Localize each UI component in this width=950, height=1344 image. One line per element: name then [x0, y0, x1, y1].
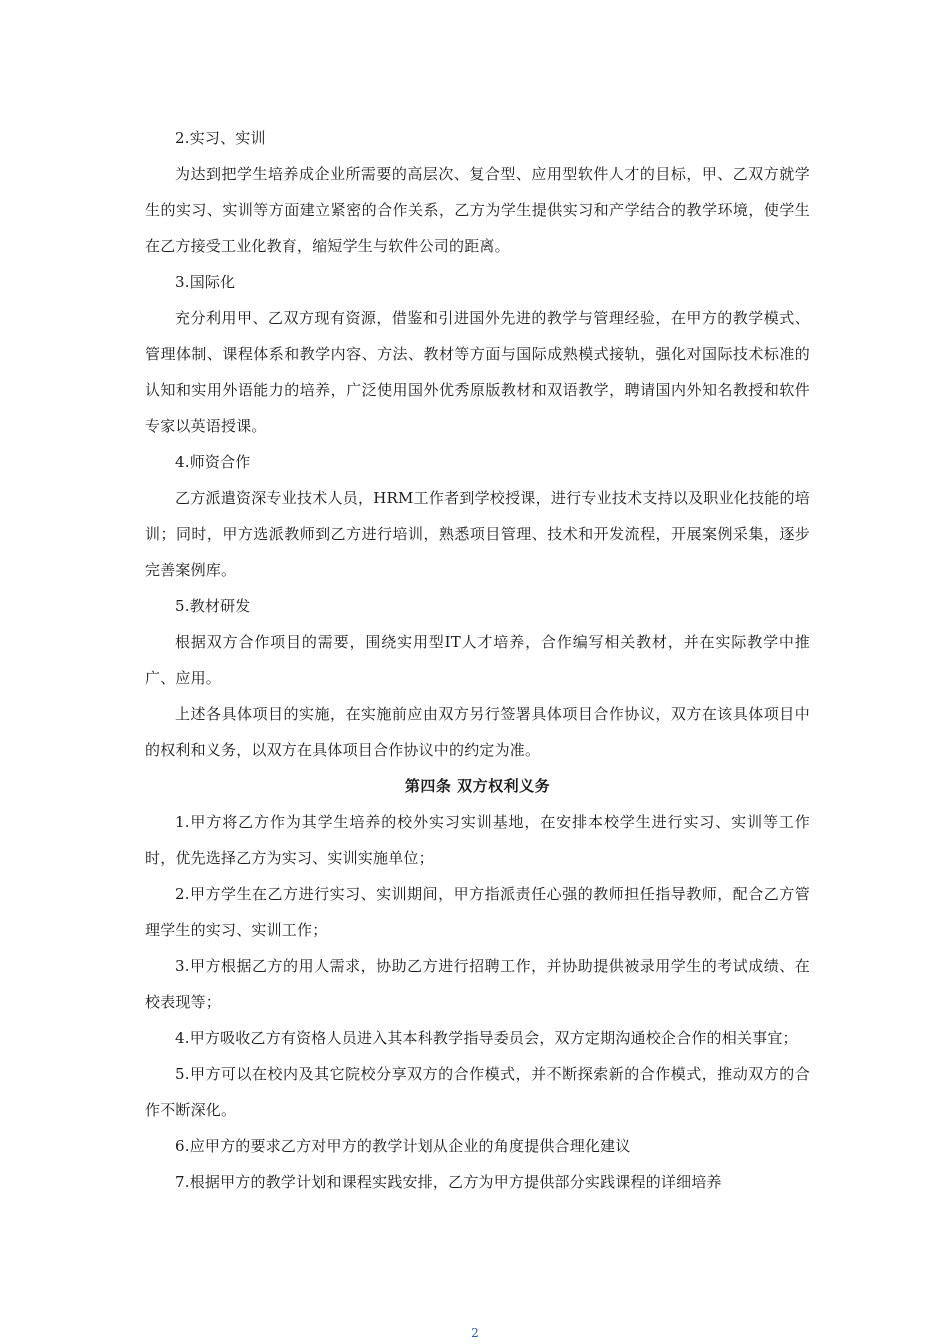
paragraph: 乙方派遣资深专业技术人员，HRM工作者到学校授课，进行专业技术支持以及职业化技能的培训；同时，甲方选派教师到乙方进行培训，熟悉项目管理、技术和开发流程，开展案例采集，逐步完善案例库。: [145, 489, 810, 579]
page-number: 2: [471, 1326, 479, 1340]
document-body: [145, 120, 810, 1200]
paragraph: 根据双方合作项目的需要，围绕实用型IT人才培养，合作编写相关教材，并在实际教学中推广、应用。: [145, 633, 810, 687]
paragraph: 上述各具体项目的实施，在实施前应由双方另行签署具体项目合作协议，双方在该具体项目中的权利和义务，以双方在具体项目合作协议中的约定为准。: [145, 705, 810, 759]
paragraph: 充分利用甲、乙双方现有资源，借鉴和引进国外先进的教学与管理经验，在甲方的教学模式、管理体制、课程体系和教学内容、方法、教材等方面与国际成熟模式接轨，强化对国际技术标准的认知和实用外语能力的培养，广泛使用国外优秀原版教材和双语教学，聘请国内外知名教授和软件专家以英语授课。: [145, 309, 810, 435]
paragraph: 2.甲方学生在乙方进行实习、实训期间，甲方指派责任心强的教师担任指导教师，配合乙方管理学生的实习、实训工作；: [145, 885, 810, 939]
paragraph: 4.甲方吸收乙方有资格人员进入其本科教学指导委员会，双方定期沟通校企合作的相关事宜；: [175, 1029, 798, 1047]
paragraph: 7.根据甲方的教学计划和课程实践安排，乙方为甲方提供部分实践课程的详细培养: [175, 1173, 722, 1191]
paragraph: 5.甲方可以在校内及其它院校分享双方的合作模式，并不断探索新的合作模式，推动双方的合作不断深化。: [145, 1065, 810, 1119]
paragraph: 6.应甲方的要求乙方对甲方的教学计划从企业的角度提供合理化建议: [175, 1137, 631, 1155]
section-heading: 第四条 双方权利义务: [404, 777, 551, 795]
paragraph: 为达到把学生培养成企业所需要的高层次、复合型、应用型软件人才的目标，甲、乙双方就学生的实习、实训等方面建立紧密的合作关系，乙方为学生提供实习和产学结合的教学环境，使学生在乙方接受工业化教育，缩短学生与软件公司的距离。: [145, 165, 810, 255]
paragraph: 5.教材研发: [175, 597, 251, 615]
paragraph: 3.国际化: [175, 273, 236, 291]
paragraph: 4.师资合作: [175, 453, 251, 471]
paragraph: 3.甲方根据乙方的用人需求，协助乙方进行招聘工作，并协助提供被录用学生的考试成绩、在校表现等；: [145, 957, 810, 1011]
paragraph: 1.甲方将乙方作为其学生培养的校外实习实训基地，在安排本校学生进行实习、实训等工作时，优先选择乙方为实习、实训实施单位；: [145, 813, 810, 867]
paragraph: 2.实习、实训: [175, 129, 266, 147]
